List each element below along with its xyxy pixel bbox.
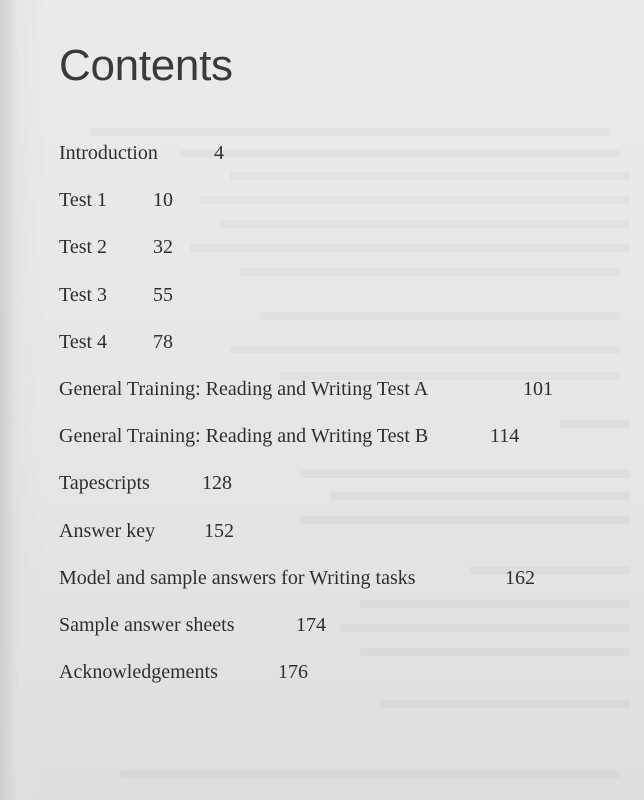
toc-entry-title: General Training: Reading and Writing Test A [59,377,429,400]
toc-entry-general-training-test-b [59,421,553,468]
toc-entry-page: 78 [153,330,173,353]
toc-entry-title: Introduction [59,142,158,164]
toc-entry-test-2 [59,232,553,279]
toc-entry-title: Sample answer sheets [59,613,235,636]
toc-entry-test-4 [59,327,553,374]
toc-entry-test-1 [59,185,553,232]
table-of-contents [59,138,553,704]
toc-entry-page: 176 [278,661,308,684]
toc-entry-page: 162 [505,566,535,589]
toc-entry-model-sample-answers [59,563,553,610]
toc-entry-answer-key [59,516,553,563]
toc-entry-general-training-test-a [59,374,553,421]
toc-entry-page: 174 [296,613,326,636]
toc-entry-title: Acknowledgements [59,661,218,684]
toc-entry-page: 10 [153,189,173,212]
toc-entry-test-3 [59,280,553,327]
toc-entry-page: 32 [153,236,173,259]
page-title: Contents [59,41,233,90]
toc-entry-title: General Training: Reading and Writing Test B [59,425,429,448]
toc-entry-sample-answer-sheets [59,610,553,657]
toc-entry-title: Answer key [59,519,156,542]
toc-entry-title: Test 4 [59,330,108,353]
toc-entry-title: Test 1 [59,189,108,212]
toc-entry-page: 152 [204,519,234,542]
toc-entry-page: 55 [153,283,173,306]
toc-entry-title: Model and sample answers for Writing tasks [59,566,416,589]
toc-entry-introduction [59,138,553,185]
toc-entry-title: Test 3 [59,283,108,306]
toc-entry-page: 128 [202,472,232,495]
toc-entry-page: 101 [523,377,553,400]
toc-entry-title: Test 2 [59,236,108,259]
toc-entry-title: Tapescripts [59,472,150,495]
toc-entry-acknowledgements [59,657,553,704]
toc-entry-tapescripts [59,468,553,515]
toc-entry-page: 114 [490,425,520,448]
toc-entry-page: 4 [214,142,224,164]
